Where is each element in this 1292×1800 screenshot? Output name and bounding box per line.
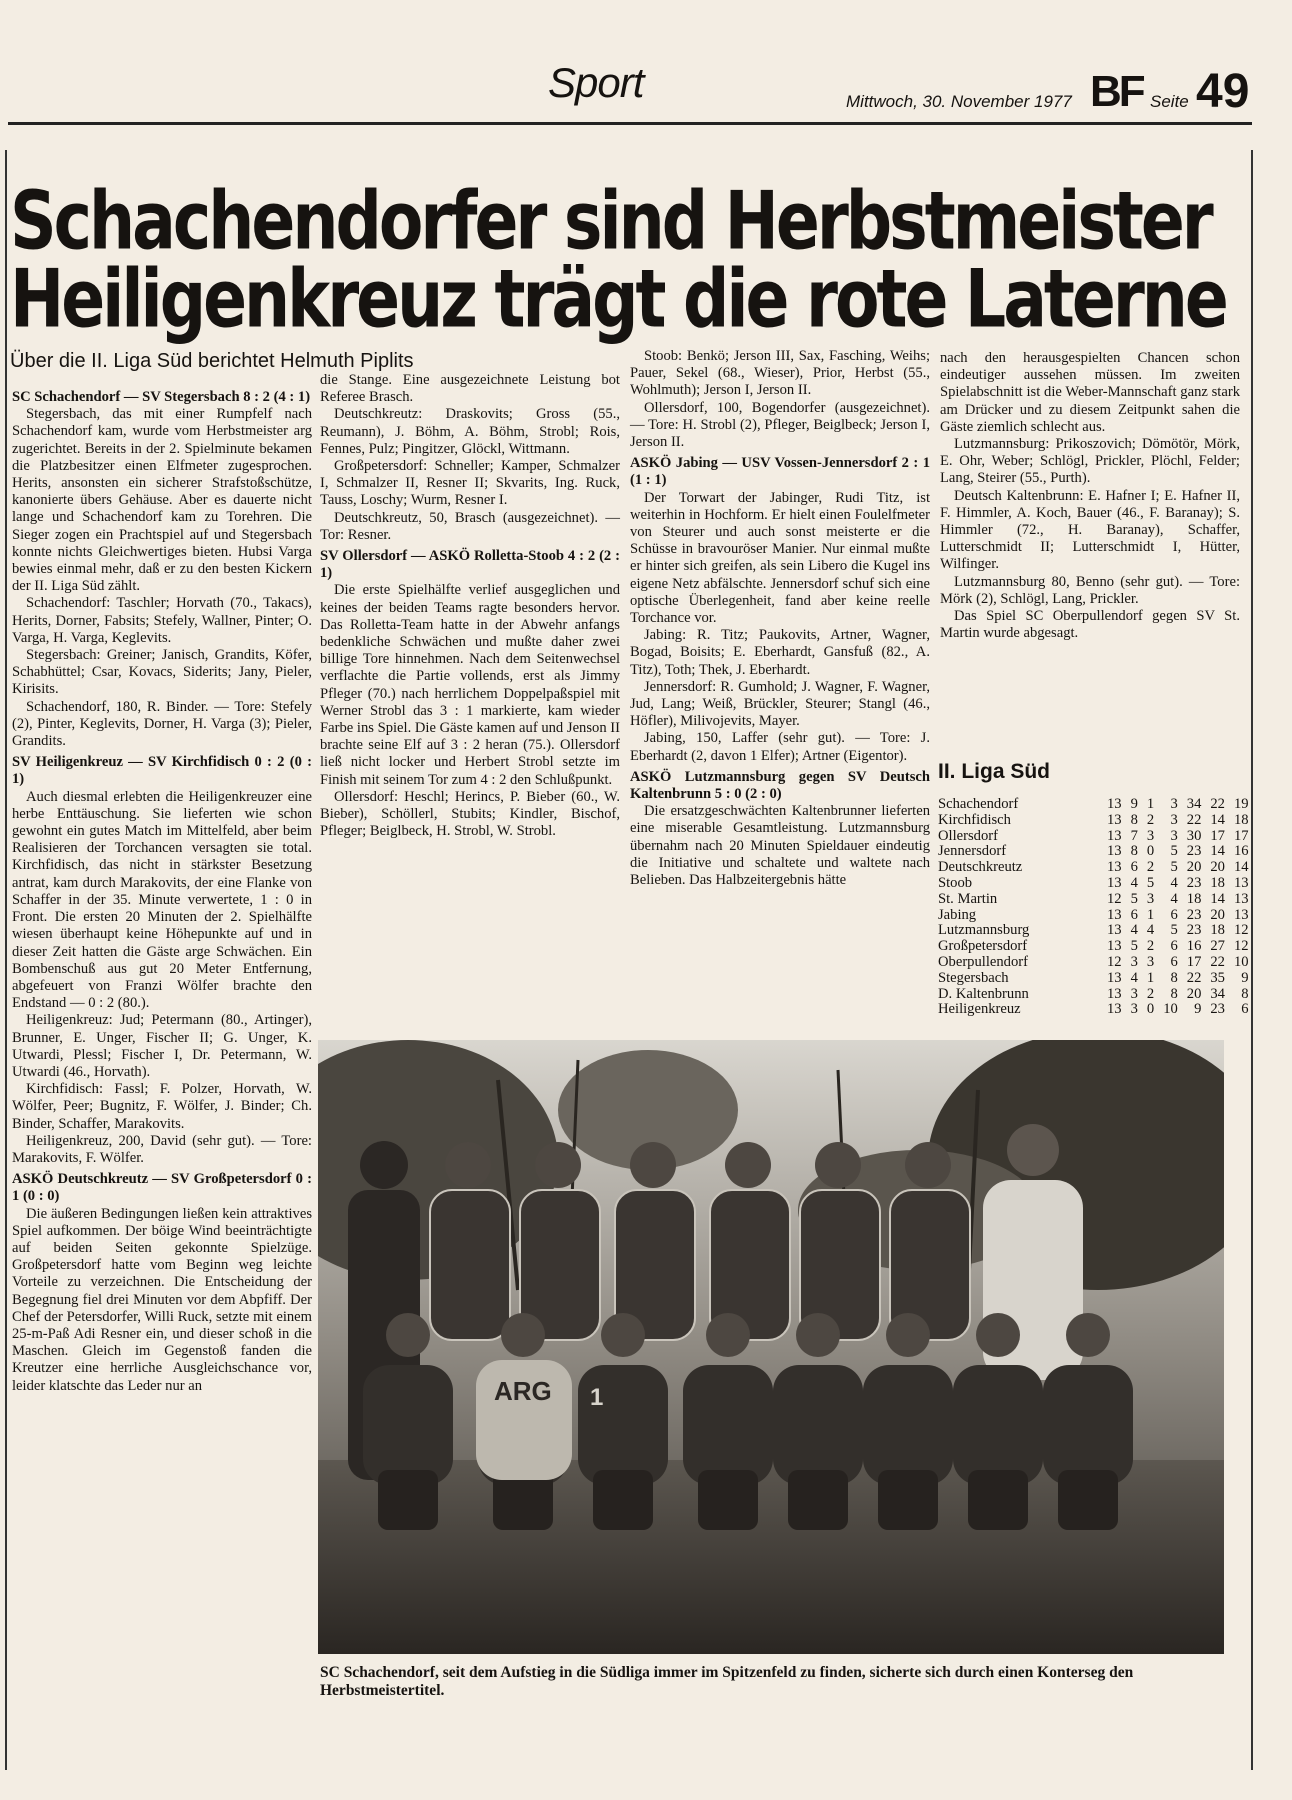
team-name: St. Martin <box>938 890 998 907</box>
article-paragraph: die Stange. Eine ausgezeichnete Leistung bot Referee Brasch. <box>320 372 620 406</box>
standings-cell: 20 <box>1210 859 1225 876</box>
standings-cell: 10 <box>1233 953 1249 970</box>
standings-cell: 3 <box>1130 985 1138 1002</box>
standings-cell: 22 <box>1210 953 1225 970</box>
standings-cell: 17 <box>1186 953 1202 970</box>
headline-line-2: Heiligenkreuz trägt die rote Laterne <box>10 251 1226 346</box>
standings-cell: 23 <box>1186 922 1202 939</box>
standings-row <box>938 797 1249 813</box>
standings-cell: 16 <box>1233 843 1249 860</box>
standings-cell: 34 <box>1186 796 1202 812</box>
standings-cell: 13 <box>1107 811 1122 828</box>
team-name: Ollersdorf <box>938 827 998 844</box>
standings-cell: 3 <box>1146 953 1155 970</box>
standings-cell: 13 <box>1107 922 1122 939</box>
standings-cell: 2 <box>1146 811 1155 828</box>
player-head <box>501 1313 545 1357</box>
byline: Über die II. Liga Süd berichtet Helmuth Piplits <box>10 350 414 372</box>
standings-cell: 14 <box>1233 859 1249 876</box>
team-name: Kirchfidisch <box>938 811 1011 828</box>
team-photo <box>318 1040 1224 1654</box>
sweater-lettering: ARG <box>494 1376 552 1406</box>
standings-cell: 35 <box>1210 969 1225 986</box>
standings-cell: 9 <box>1130 796 1138 812</box>
standings-cell: 6 <box>1130 906 1138 923</box>
standings-cell: 13 <box>1107 874 1122 891</box>
article-paragraph: nach den herausgespielten Chancen schon eindeutiger aussehen müssen. Im zweiten Spielabschnitt ist die Weber-Mannschaft ganz stark am Drücker und zu diesem Zeitpunkt sahen die Gäste ziemlich schlecht aus. <box>940 350 1240 435</box>
goalkeeper-number: 1 <box>590 1384 604 1411</box>
article-paragraph: Heiligenkreuz, 200, David (sehr gut). — Tore: Marakovits, F. Wölfer. <box>12 1132 312 1166</box>
standings-cell: 1 <box>1146 906 1155 923</box>
match-heading: ASKÖ Lutzmannsburg gegen SV Deutsch Kaltenbrunn 5 : 0 (2 : 0) <box>630 768 930 803</box>
article-paragraph: Jennersdorf: R. Gumhold; J. Wagner, F. Wagner, Jud, Lang; Weiß, Brückler, Steurer; Stangl (46., Höfler), Milivojevits, Mayer. <box>630 678 930 730</box>
standings-cell: 22 <box>1186 969 1202 986</box>
player-figure <box>683 1365 773 1485</box>
standings-cell: 5 <box>1130 938 1138 955</box>
standings-cell: 4 <box>1130 922 1138 939</box>
standings-cell: 0 <box>1146 1001 1155 1018</box>
team-name: Heiligenkreuz <box>938 1001 1021 1018</box>
standings-cell: 4 <box>1170 890 1178 907</box>
standings-row <box>938 876 1249 892</box>
match-heading: SV Heiligenkreuz — SV Kirchfidisch 0 : 2 (0 : 1) <box>12 754 312 788</box>
standings-cell: 12 <box>1107 953 1122 970</box>
team-name: Lutzmannsburg <box>938 922 1030 939</box>
match-heading: ASKÖ Jabing — USV Vossen-Jennersdorf 2 : 1 (1 : 1) <box>630 455 930 489</box>
standings-cell: 18 <box>1233 811 1249 828</box>
standings-row <box>938 987 1249 1003</box>
standings-cell: 3 <box>1130 1001 1138 1018</box>
player-head <box>905 1142 951 1188</box>
article-paragraph: Lutzmannsburg 80, Benno (sehr gut). — Tore: Mörk (2), Schlögl, Lang, Prickler. <box>940 573 1240 607</box>
player-head <box>386 1313 430 1357</box>
standings-cell: 30 <box>1186 827 1202 844</box>
player-head <box>630 1142 676 1188</box>
article-paragraph: Stoob: Benkö; Jerson III, Sax, Fasching, Weihs; Pauer, Sekel (68., Wieser), Prior, Herbst (55., Wohlmuth); Jerson I, Jerson II. <box>630 348 930 399</box>
standings-cell: 4 <box>1130 874 1138 891</box>
article-paragraph: Stegersbach: Greiner; Janisch, Grandits, Köfer, Schabhüttel; Csar, Kovacs, Siderits; Jany, Pieler, Kirisits. <box>12 647 312 698</box>
standings-row <box>938 923 1249 939</box>
player-head <box>1066 1313 1110 1357</box>
issue-date: Mittwoch, 30. November 1977 <box>846 92 1072 111</box>
standings-cell: 13 <box>1107 1001 1122 1018</box>
article-paragraph: Die ersatzgeschwächten Kaltenbrunner lieferten eine miserable Gesamtleistung. Lutzmannsburg übernahm nach 20 Minuten Spieldauer eindeutig die Initiative und schaltete und waltete nach Belieben. Das Halbzeitergebnis hätte <box>630 803 930 889</box>
standings-cell: 8 <box>1241 985 1249 1002</box>
player-head <box>706 1313 750 1357</box>
standings-cell: 3 <box>1130 953 1138 970</box>
player-head <box>535 1142 581 1188</box>
standings-cell: 23 <box>1186 843 1202 860</box>
text-column-3 <box>630 348 930 889</box>
team-name: Jennersdorf <box>938 843 1007 860</box>
standings-cell: 2 <box>1146 938 1155 955</box>
text-column-4 <box>940 350 1240 642</box>
player-figure <box>863 1365 953 1485</box>
article-paragraph: Auch diesmal erlebten die Heiligenkreuzer eine herbe Enttäuschung. Sie lieferten wie schon gewohnt ein gutes Match im Mittelfeld, aber beim Realisieren der Torchancen versagten sie total. Kirchfidisch, das nicht in stärkster Besetzung antrat, kam durch Marakovits, der eine Flanke von Schaffer in der 35. Minute verwertete, 1 : 0 in Front. Die ersten 20 Minuten der 2. Spielhälfte wiesen überhaupt keine Höhepunkte auf und in dieser Zeit hatten die Gäste arge Schwächen. Ein Bombenschuß aus gut 20 Meter Entfernung, abgefeuert von Franzi Wölfer brachte den Endstand — 0 : 2 (80.). <box>12 788 312 1012</box>
standings-cell: 3 <box>1170 796 1178 812</box>
team-name: D. Kaltenbrunn <box>938 985 1029 1002</box>
standings-cell: 14 <box>1210 890 1225 907</box>
article-paragraph: Kirchfidisch: Fassl; F. Polzer, Horvath, W. Wölfer, Peer; Bugnitz, F. Wölfer, J. Binder; Ch. Binder, Schaffer, Marakovits. <box>12 1081 312 1132</box>
page-number: 49 <box>1196 65 1250 118</box>
section-title: Sport <box>548 59 644 106</box>
text-column-2 <box>320 372 620 840</box>
player-head <box>725 1142 771 1188</box>
team-name: Stoob <box>938 874 973 891</box>
standings-cell: 14 <box>1210 811 1225 828</box>
player-head <box>601 1313 645 1357</box>
standings-cell: 5 <box>1130 890 1138 907</box>
standings-cell: 10 <box>1163 1001 1178 1018</box>
standings-cell: 23 <box>1186 874 1202 891</box>
player-head <box>445 1142 491 1188</box>
standings-table <box>938 797 1249 1018</box>
standings-cell: 17 <box>1210 827 1225 844</box>
standings-cell: 4 <box>1170 874 1178 891</box>
standings-cell: 3 <box>1170 827 1178 844</box>
team-name: Oberpullendorf <box>938 953 1028 970</box>
article-paragraph: Die erste Spielhälfte verlief ausgeglichen und keines der beiden Teams ragte besonders hervor. Das Rolletta-Team hatte in der Abwehr anfangs bedenkliche Schwächen und mußte daher zwei billige Tore hinnehmen. Nach dem Seitenwechsel verflachte die Partie vollends, erst als Jimmy Pfleger (70.) nach herrlichem Doppelpaßspiel mit Werner Strobl das 3 : 1 markierte, kam wieder Farbe ins Spiel. Die Gäste kamen auf und Jenson II brachte seine Elf auf 3 : 2 heran (75.). Ollersdorf ließ nicht locker und Herbert Strobl setzte im Finish mit seinem Tor zum 4 : 2 den Schlußpunkt. <box>320 582 620 788</box>
standings-cell: 13 <box>1107 843 1122 860</box>
standings-cell: 8 <box>1130 811 1138 828</box>
player-legs <box>698 1470 758 1530</box>
player-head <box>886 1313 930 1357</box>
article-paragraph: Deutsch Kaltenbrunn: E. Hafner I; E. Hafner II, F. Himmler, A. Koch, Bauer (46., F. Baranay); S. Himmler (72., H. Baranay), Schaffer, Lutterschmidt II; Lutterschmidt I, Hütter, Wilfinger. <box>940 487 1240 573</box>
standings-cell: 12 <box>1107 890 1122 907</box>
standings-title: II. Liga Süd <box>938 760 1051 783</box>
standings-row <box>938 860 1249 876</box>
team-name: Schachendorf <box>938 796 1019 812</box>
standings-cell: 16 <box>1186 938 1202 955</box>
standings-cell: 9 <box>1194 1001 1202 1018</box>
standings-row <box>938 939 1249 955</box>
standings-cell: 34 <box>1210 985 1225 1002</box>
player-head <box>815 1142 861 1188</box>
player-figure <box>578 1365 668 1485</box>
article-paragraph: Ollersdorf, 100, Bogendorfer (ausgezeichnet). — Tore: H. Strobl (2), Pfleger, Beiglbeck; Jerson I, Jerson II. <box>630 399 930 451</box>
standings-cell: 17 <box>1233 827 1249 844</box>
team-name: Großpetersdorf <box>938 938 1028 955</box>
standings-cell: 7 <box>1130 827 1138 844</box>
standings-row <box>938 908 1249 924</box>
standings-cell: 8 <box>1130 843 1138 860</box>
standings-cell: 5 <box>1170 859 1178 876</box>
header-rule <box>8 122 1252 125</box>
standings-cell: 8 <box>1170 985 1178 1002</box>
match-heading: ASKÖ Deutschkreutz — SV Großpetersdorf 0 : 1 (0 : 0) <box>12 1171 312 1205</box>
match-heading: SV Ollersdorf — ASKÖ Rolletta-Stoob 4 : 2 (2 : 1) <box>320 548 620 582</box>
team-name: Deutschkreutz <box>938 859 1023 876</box>
standings-cell: 8 <box>1170 969 1178 986</box>
standings-cell: 6 <box>1241 1001 1249 1018</box>
article-paragraph: Die äußeren Bedingungen ließen kein attraktives Spiel aufkommen. Der böige Wind beeinträchtigte auf beiden Seiten gekonnte Spielzüge. Großpetersdorf hatte vom Beginn weg leichte Vorteile zu verzeichnen. Die Entscheidung der Begegnung fiel drei Minuten vor dem Abpfiff. Der Chef der Petersdorfer, Willi Ruck, setzte mit einem 25-m-Paß Adi Resner ein, und dieser schoß in die Maschen. Gleich im Gegenstoß fanden die Kreutzer eine herrliche Ausgleichschance vor, leider klatschte das Leder nur an <box>12 1205 312 1394</box>
standings-cell: 2 <box>1146 985 1155 1002</box>
standings-cell: 22 <box>1186 811 1202 828</box>
player-figure <box>1043 1365 1133 1485</box>
article-paragraph: Ollersdorf: Heschl; Herincs, P. Bieber (60., W. Bieber), Schöllerl, Stubits; Kindler, Bischof, Pfleger; Beiglbeck, H. Strobl, W. Strobl. <box>320 788 620 840</box>
standings-cell: 12 <box>1233 938 1249 955</box>
standings-cell: 19 <box>1233 796 1249 812</box>
team-name: Stegersbach <box>938 969 1009 986</box>
standings-cell: 13 <box>1233 874 1249 891</box>
standings-cell: 1 <box>1146 796 1155 812</box>
standings-cell: 13 <box>1107 859 1122 876</box>
article-paragraph: Stegersbach, das mit einer Rumpfelf nach Schachendorf kam, wurde vom Herbstmeister arg zugerichtet. Bereits in der 2. Spielminute bekamen die Platzbesitzer einen Elfmeter zugesprochen. Herits, ansonsten ein sicherer Strafstoßschütze, kanonierte übers Gehäuse. Aber es dauerte nicht lange und Schachendorf kam zu Torehren. Die Sieger zogen ein Prachtspiel auf und Stegersbach konnte nichts Gleichwertiges bieten. Hubsi Varga bewies einmal mehr, daß er zu den besten Kickern der II. Liga Süd zählt. <box>12 406 312 595</box>
player-legs <box>593 1470 653 1530</box>
newspaper-logo: BF <box>1090 67 1143 116</box>
article-paragraph: Lutzmannsburg: Prikoszovich; Dömötör, Mörk, E. Ohr, Weber; Schlögl, Prickler, Plöchl, Felder; Lang, Steirer (55., Purth). <box>940 436 1240 487</box>
standings-row <box>938 829 1249 845</box>
standings-cell: 13 <box>1107 906 1122 923</box>
standings-cell: 5 <box>1146 874 1155 891</box>
player-figure <box>953 1365 1043 1485</box>
standings-row <box>938 955 1249 971</box>
standings-row <box>938 1002 1249 1018</box>
article-paragraph: Schachendorf: Taschler; Horvath (70., Takacs), Herits, Dorner, Fabsits; Stefely, Wallner, Pinter; O. Varga, H. Varga, Keglevits. <box>12 595 312 646</box>
standings-cell: 6 <box>1170 953 1178 970</box>
standings-cell: 4 <box>1146 922 1155 939</box>
standings-cell: 1 <box>1146 969 1155 986</box>
standings-cell: 6 <box>1130 859 1138 876</box>
standings-cell: 6 <box>1170 906 1178 923</box>
standings-cell: 5 <box>1170 843 1178 860</box>
standings-cell: 13 <box>1107 796 1122 812</box>
player-legs <box>968 1470 1028 1530</box>
standings-cell: 14 <box>1210 843 1225 860</box>
standings-cell: 13 <box>1107 985 1122 1002</box>
standings-cell: 13 <box>1107 827 1122 844</box>
standings-cell: 6 <box>1170 938 1178 955</box>
standings-cell: 22 <box>1210 796 1225 812</box>
article-paragraph: Heiligenkreuz: Jud; Petermann (80., Artinger), Brunner, E. Unger, Fischer II; G. Unger, K. Utwardi, Plessl; Fischer I, Dr. Petermann, W. Utwardi (46., Horvath). <box>12 1012 312 1080</box>
standings-row <box>938 813 1249 829</box>
player-figure <box>363 1365 453 1485</box>
standings-cell: 18 <box>1210 922 1225 939</box>
standings-cell: 20 <box>1210 906 1225 923</box>
article-paragraph: Jabing: R. Titz; Paukovits, Artner, Wagner, Bogad, Boisits; E. Eberhardt, Gansfuß (82., A. Titz), Toth; Thek, J. Eberhardt. <box>630 627 930 678</box>
article-paragraph: Deutschkreutz, 50, Brasch (ausgezeichnet). — Tor: Resner. <box>320 509 620 543</box>
player-legs <box>788 1470 848 1530</box>
standings-cell: 3 <box>1170 811 1178 828</box>
standings-cell: 3 <box>1146 890 1155 907</box>
article-paragraph: Deutschkreutz: Draskovits; Gross (55., Reumann), J. Böhm, A. Böhm, Strobl; Rois, Fennes, Pulz; Pingitzer, Glöckl, Wittmann. <box>320 406 620 457</box>
standings-row <box>938 844 1249 860</box>
text-column-1 <box>12 385 312 1395</box>
standings-cell: 13 <box>1233 890 1249 907</box>
standings-cell: 18 <box>1186 890 1202 907</box>
player-legs <box>378 1470 438 1530</box>
standings-cell: 0 <box>1146 843 1155 860</box>
standings-cell: 3 <box>1146 827 1155 844</box>
standings-cell: 23 <box>1186 906 1202 923</box>
player-figure <box>773 1365 863 1485</box>
standings-row <box>938 971 1249 987</box>
standings-cell: 13 <box>1107 938 1122 955</box>
player-legs <box>878 1470 938 1530</box>
player-head <box>796 1313 840 1357</box>
standings-cell: 23 <box>1210 1001 1225 1018</box>
standings-cell: 9 <box>1241 969 1249 986</box>
standings-cell: 18 <box>1210 874 1225 891</box>
article-paragraph: Der Torwart der Jabinger, Rudi Titz, ist weiterhin in Hochform. Er hielt einen Foulelfmeter von Steurer und auch sonst meisterte er die Schüsse in bravouröser Manier. Nur einmal mußte er hinter sich greifen, als sein Libero die Kugel ins eigene Netz abfälschte. Jennersdorf schuf sich eine optische Überlegenheit, fand aber keine reelle Torchance vor. <box>630 489 930 627</box>
standings-cell: 27 <box>1210 938 1225 955</box>
page-label: Seite <box>1150 92 1189 111</box>
standings-cell: 4 <box>1130 969 1138 986</box>
match-heading: SC Schachendorf — SV Stegersbach 8 : 2 (4 : 1) <box>12 389 311 405</box>
article-paragraph: Jabing, 150, Laffer (sehr gut). — Tore: J. Eberhardt (2, davon 1 Elfer); Artner (Eigentor). <box>630 730 930 764</box>
article-paragraph: Großpetersdorf: Schneller; Kamper, Schmalzer I, Schmalzer II, Resner II; Skvarits, Ing. Ruck, Tauss, Loschy; Wurm, Resner I. <box>320 458 620 509</box>
player-figure <box>430 1190 510 1340</box>
team-name: Jabing <box>938 906 977 923</box>
headline-line-1: Schachendorfer sind Herbstmeister <box>10 173 1211 268</box>
standings-cell: 13 <box>1107 969 1122 986</box>
standings-cell: 20 <box>1186 859 1202 876</box>
player-head <box>976 1313 1020 1357</box>
standings-cell: 12 <box>1233 922 1249 939</box>
player-legs <box>1058 1470 1118 1530</box>
article-paragraph: Das Spiel SC Oberpullendorf gegen SV St. Martin wurde abgesagt. <box>940 608 1240 642</box>
standings-row <box>938 892 1249 908</box>
standings-cell: 20 <box>1186 985 1202 1002</box>
standings-cell: 13 <box>1233 906 1249 923</box>
article-paragraph: Schachendorf, 180, R. Binder. — Tore: Stefely (2), Pinter, Keglevits, Dorner, H. Varga (3); Pieler, Grandits. <box>12 698 312 750</box>
photo-caption: SC Schachendorf, seit dem Aufstieg in die Südliga immer im Spitzenfeld zu finden, sicherte sich durch einen Konterseg den Herbstmeistertitel. <box>320 1664 1134 1699</box>
standings-cell: 2 <box>1146 859 1155 876</box>
standings-cell: 5 <box>1170 922 1178 939</box>
team-photo-image <box>318 1040 1224 1654</box>
